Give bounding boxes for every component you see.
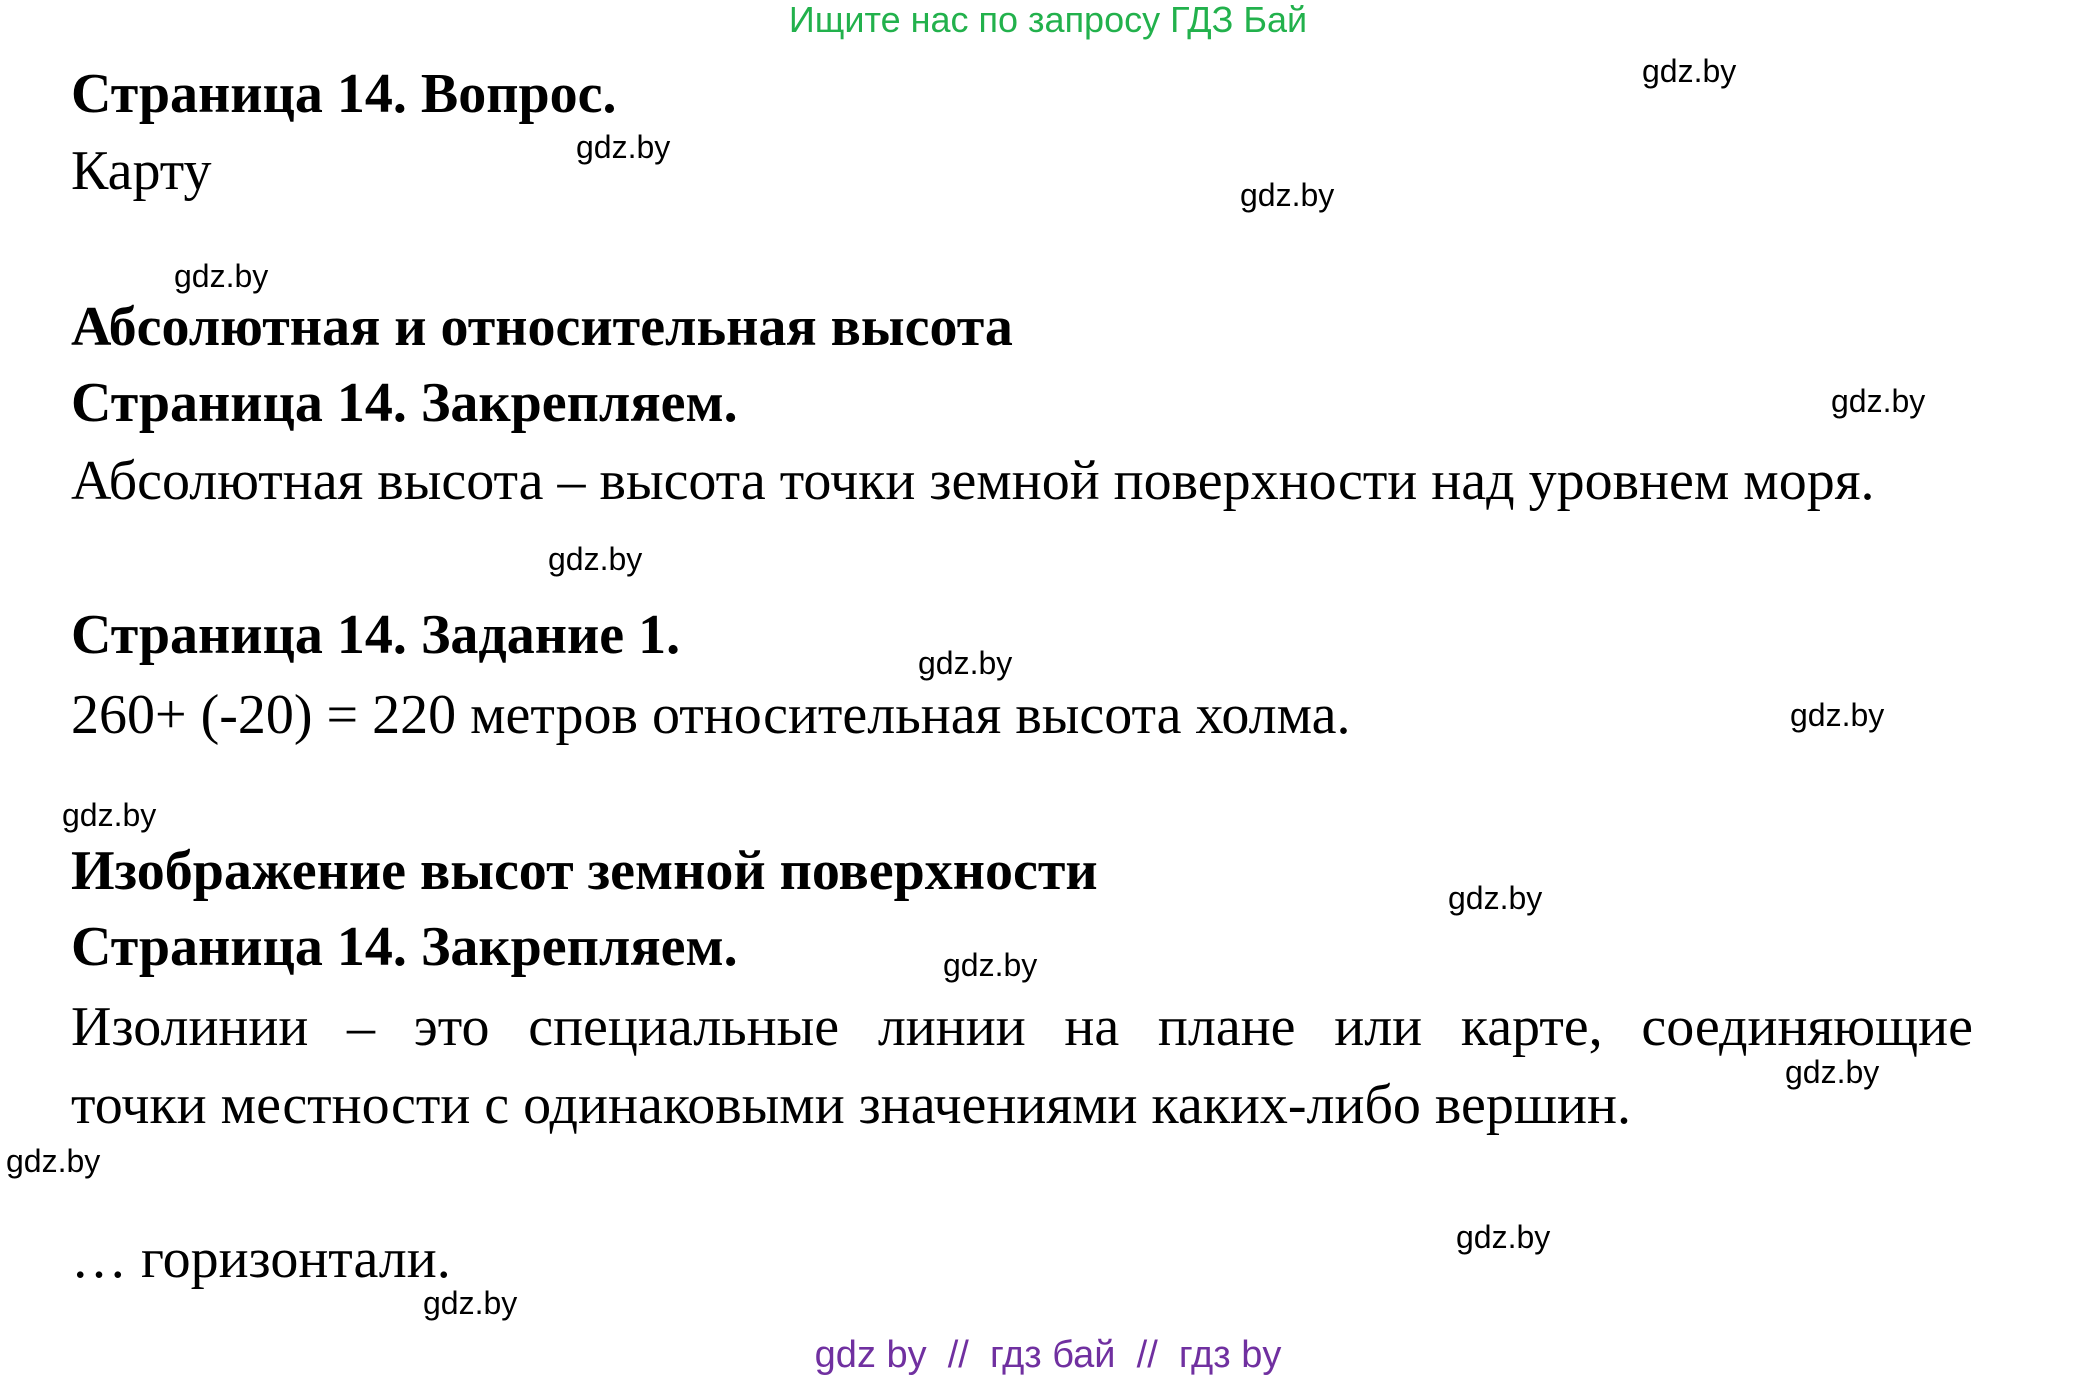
watermark: gdz.by — [1642, 53, 1737, 89]
watermark: gdz.by — [918, 645, 1013, 681]
heading-page-14-question: Страница 14. Вопрос. — [71, 63, 617, 125]
answer-text-map: Карту — [71, 140, 212, 202]
watermark: gdz.by — [62, 797, 157, 833]
watermark: gdz.by — [174, 258, 269, 294]
section-title-elevation-depiction: Изображение высот земной поверхности — [71, 840, 1098, 902]
answer-text-contour-lines: … горизонтали. — [71, 1228, 451, 1290]
answer-text-absolute-height: Абсолютная высота – высота точки земной поверхности над уровнем моря. — [71, 450, 1875, 512]
watermark: gdz.by — [548, 541, 643, 577]
footer-links: gdz by // гдз бай // гдз by — [814, 1334, 1282, 1376]
watermark: gdz.by — [6, 1143, 101, 1179]
watermark: gdz.by — [423, 1285, 518, 1321]
heading-page-14-reinforce-1: Страница 14. Закрепляем. — [71, 372, 738, 434]
watermark: gdz.by — [1831, 383, 1926, 419]
top-banner: Ищите нас по запросу ГДЗ Бай — [788, 0, 1308, 40]
watermark: gdz.by — [1785, 1054, 1880, 1090]
section-title-absolute-relative-height: Абсолютная и относительная высота — [71, 296, 1013, 358]
watermark: gdz.by — [1790, 697, 1885, 733]
watermark: gdz.by — [1456, 1219, 1551, 1255]
answer-text-isolines-line-2: точки местности с одинаковыми значениями каких-либо вершин. — [71, 1074, 1631, 1136]
answer-text-isolines-line-1: Изолинии – это специальные линии на плане или карте, соединяющие — [71, 996, 1973, 1058]
watermark: gdz.by — [1448, 880, 1543, 916]
watermark: gdz.by — [576, 129, 671, 165]
answer-text-hill-height: 260+ (-20) = 220 метров относительная высота холма. — [71, 684, 1351, 746]
heading-page-14-task-1: Страница 14. Задание 1. — [71, 604, 681, 666]
watermark: gdz.by — [1240, 177, 1335, 213]
heading-page-14-reinforce-2: Страница 14. Закрепляем. — [71, 916, 738, 978]
watermark: gdz.by — [943, 947, 1038, 983]
